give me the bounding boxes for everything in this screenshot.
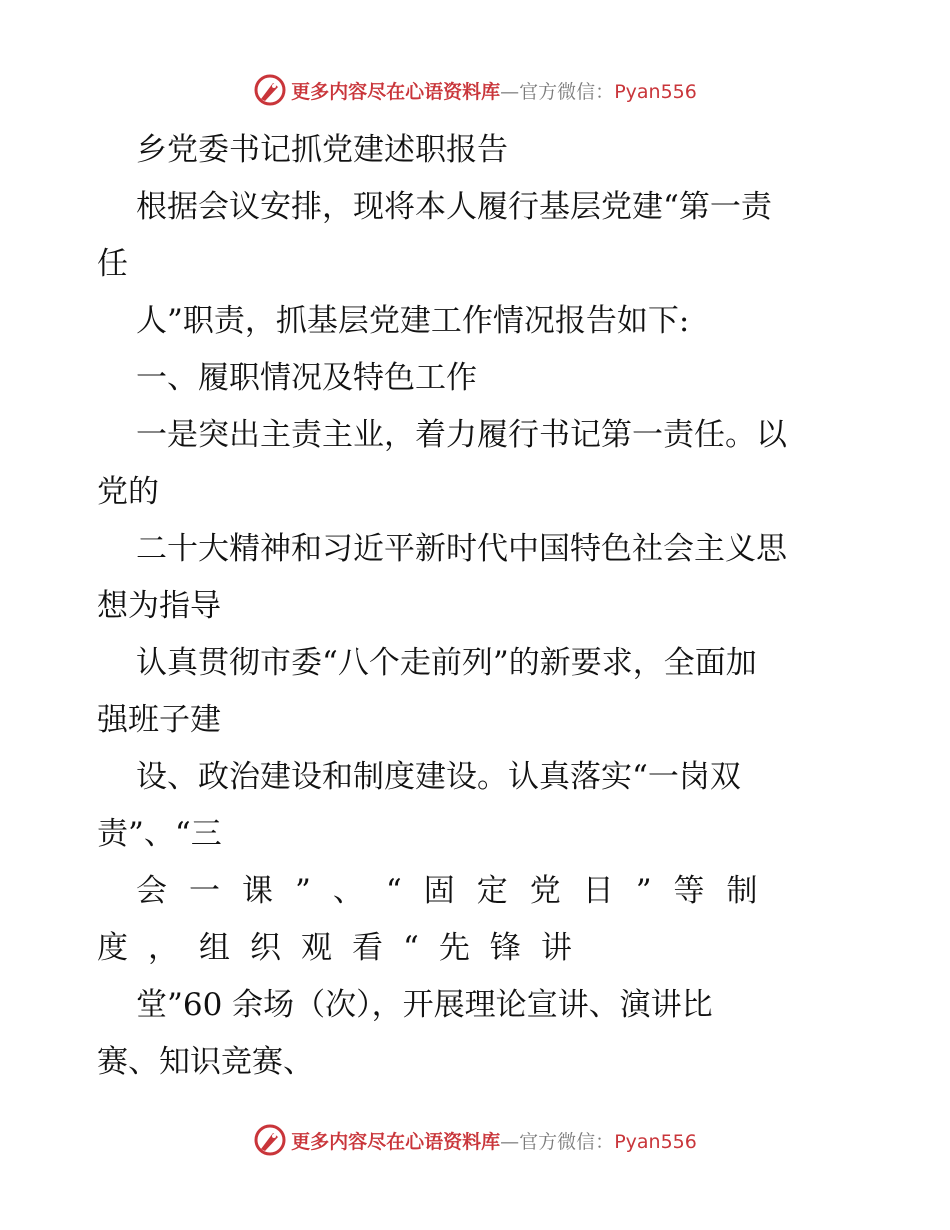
paragraph-line: 党的: [97, 474, 159, 510]
paragraph-line: 二十大精神和习近平新时代中国特色社会主义思: [136, 531, 787, 567]
watermark-footer: [0, 1120, 950, 1160]
paragraph-line: 会一课”、“固定党日”等制: [136, 873, 780, 909]
paragraph-line: 根据会议安排，现将本人履行基层党建“第一责: [136, 189, 772, 225]
paragraph-line: 度，组织观看“先锋讲: [97, 930, 592, 966]
document-title: 乡党委书记抓党建述职报告: [136, 132, 508, 168]
watermark-dash: —: [500, 1130, 520, 1153]
watermark-header: [0, 70, 950, 110]
paragraph-line: 赛、知识竞赛、: [97, 1044, 314, 1080]
watermark-id: Pyan556: [614, 80, 697, 103]
paragraph-line: 堂”60 余场（次），开展理论宣讲、演讲比: [136, 987, 713, 1023]
watermark-id: Pyan556: [614, 1130, 697, 1153]
paragraph-line: 任: [97, 246, 128, 282]
paragraph-line: 一是突出主责主业，着力履行书记第一责任。以: [136, 417, 787, 453]
paragraph-line: 强班子建: [97, 702, 221, 738]
paragraph-line: 认真贯彻市委“八个走前列”的新要求，全面加: [136, 645, 757, 681]
paragraph-line: 人”职责，抓基层党建工作情况报告如下:: [136, 303, 690, 339]
paragraph-line: 设、政治建设和制度建设。认真落实“一岗双: [136, 759, 741, 795]
watermark-label: 官方微信：: [519, 1130, 615, 1153]
watermark-brand: 更多内容尽在心语资料库: [291, 80, 501, 103]
watermark-brand: 更多内容尽在心语资料库: [291, 1130, 501, 1153]
paragraph-line: 想为指导: [97, 588, 221, 624]
section-heading: 一、履职情况及特色工作: [136, 360, 477, 396]
paragraph-line: 责”、“三: [97, 816, 222, 852]
pen-logo-icon: [253, 73, 287, 107]
watermark-dash: —: [500, 80, 520, 103]
watermark-label: 官方微信：: [519, 80, 615, 103]
watermark-text: [291, 1127, 697, 1154]
watermark-text: [291, 77, 697, 104]
pen-logo-icon: [253, 1123, 287, 1157]
